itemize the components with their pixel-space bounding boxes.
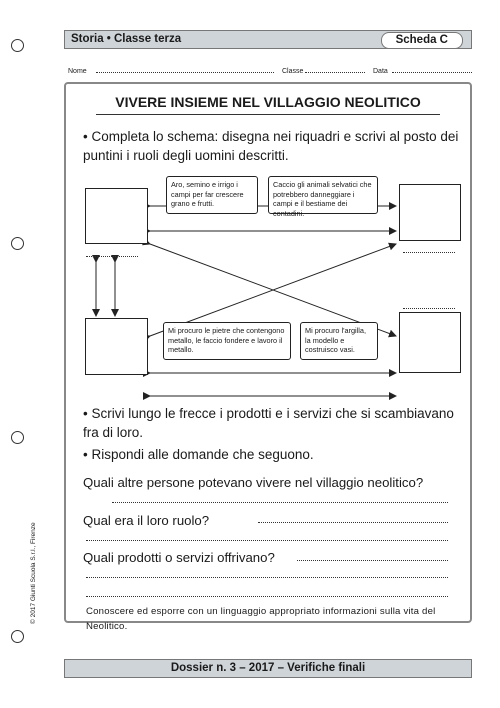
drawing-box-metalworker[interactable] xyxy=(85,318,148,375)
drawing-box-farmer[interactable] xyxy=(85,188,148,244)
answer-line-3[interactable] xyxy=(86,540,448,541)
class-label: Classe xyxy=(282,68,304,75)
question-role: Qual era il loro ruolo? xyxy=(83,513,210,528)
footer-band xyxy=(64,659,472,678)
drawing-box-potter[interactable] xyxy=(399,312,461,373)
footer-label: Dossier n. 3 – 2017 – Verifiche finali xyxy=(170,662,366,674)
note-potter: Mi procuro l'argilla, la modello e costruisco vasi. xyxy=(300,322,378,360)
subject-label: Storia • Classe terza xyxy=(71,33,182,45)
answer-line-5[interactable] xyxy=(86,577,448,578)
instruction-questions: • Rispondi alle domande che seguono. xyxy=(83,447,314,462)
instruction-arrows: • Scrivi lungo le frecce i prodotti e i servizi che si scambiavano fra di loro. xyxy=(83,406,454,440)
note-metalworker: Mi procuro le pietre che contengono metallo, le faccio fondere e lavoro il metallo. xyxy=(163,322,291,360)
role-line-farmer[interactable] xyxy=(86,256,138,257)
answer-line-4[interactable] xyxy=(297,560,448,561)
note-farmer: Aro, semino e irrigo i campi per far crescere grano e frutti. xyxy=(166,176,258,214)
role-line-potter[interactable] xyxy=(403,308,455,309)
sheet-badge: Scheda C xyxy=(381,32,463,49)
learning-objective: Conoscere ed esporre con un linguaggio appropriato informazioni sulla vita del Neolitico. xyxy=(86,606,436,632)
answer-line-1[interactable] xyxy=(112,502,448,503)
copyright-notice: © 2017 Giunti Scuola S.r.l., Firenze xyxy=(30,522,37,624)
question-products: Quali prodotti o servizi offrivano? xyxy=(83,550,275,565)
answer-line-6[interactable] xyxy=(86,596,448,597)
name-label: Nome xyxy=(68,68,87,75)
note-herder: Caccio gli animali selvatici che potrebbero danneggiare i campi e il bestiame dei contadini. xyxy=(268,176,378,214)
instruction-diagram: • Completa lo schema: disegna nei riquadri e scrivi al posto dei puntini i ruoli degli uomini descritti. xyxy=(83,129,459,163)
role-line-herder[interactable] xyxy=(403,252,455,253)
date-label: Data xyxy=(373,68,388,75)
question-other-people: Quali altre persone potevano vivere nel villaggio neolitico? xyxy=(83,475,424,490)
answer-line-2[interactable] xyxy=(258,522,448,523)
worksheet-title: VIVERE INSIEME NEL VILLAGGIO NEOLITICO xyxy=(115,94,421,110)
drawing-box-herder[interactable] xyxy=(399,184,461,241)
